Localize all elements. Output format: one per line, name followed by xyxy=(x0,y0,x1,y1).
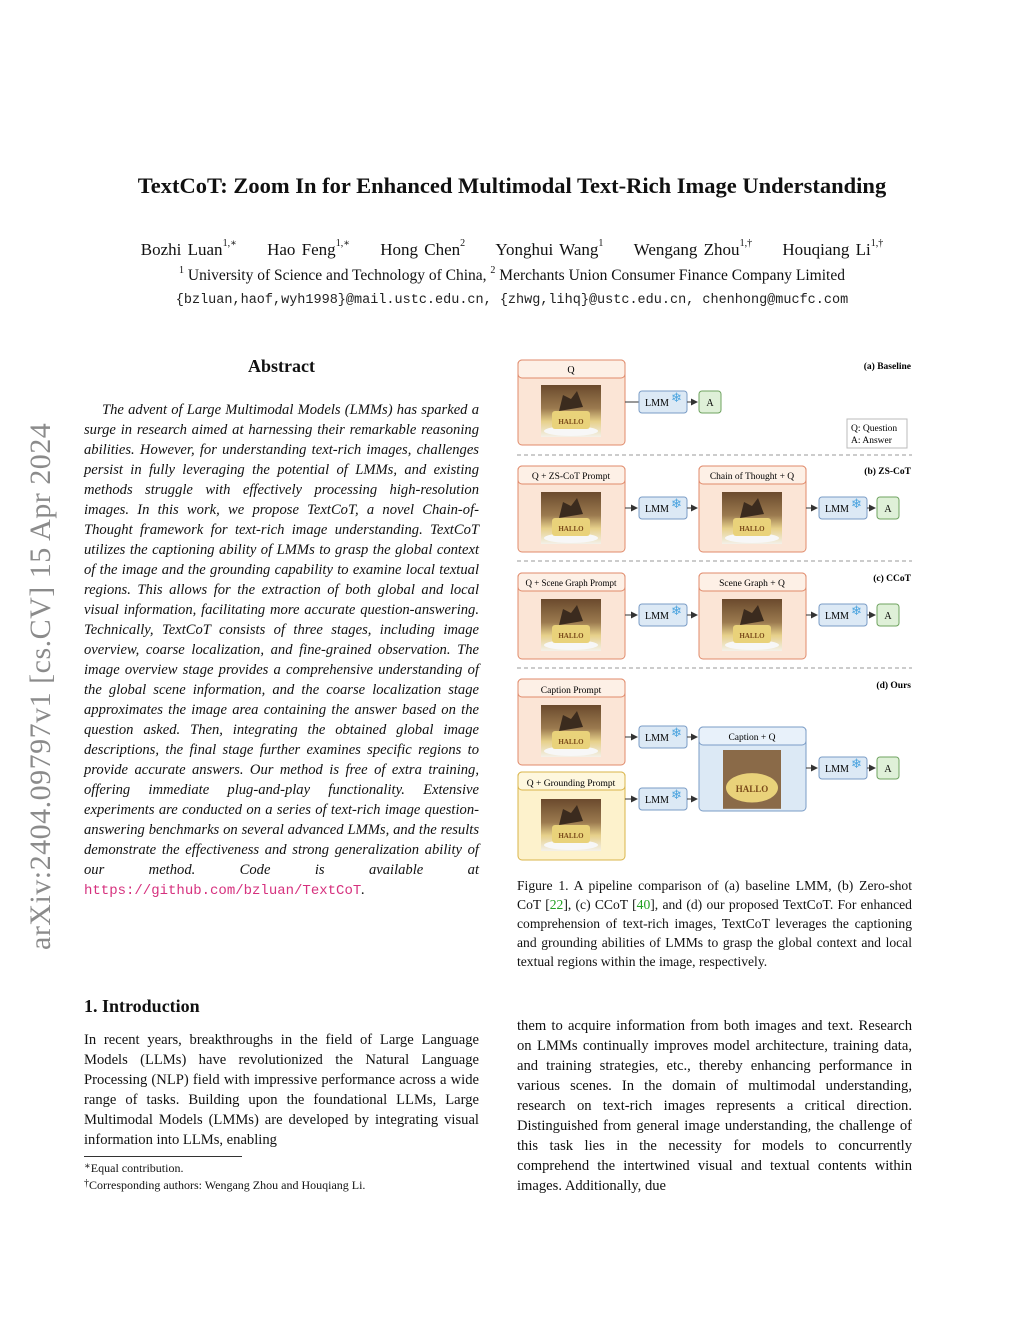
svg-text:LMM: LMM xyxy=(825,764,849,775)
code-link[interactable]: https://github.com/bzluan/TextCoT xyxy=(84,883,362,899)
lmm-label: LMM xyxy=(645,398,669,409)
svg-text:LMM: LMM xyxy=(645,733,669,744)
label-ccot: (c) CCoT xyxy=(873,574,911,584)
intro-paragraph-right: them to acquire information from both images and text. Research on LMMs continually improves model architecture, training data, and training strategies, etc., thereby enhancing performance in various scenes. In the domain of multimodal understanding, research on text-rich images represents a critical direction. Distinguished from general image understanding, the challenge of this task lies in the necessity for models to concurrently comprehend the intertwined visual and textual contents within images. Additionally, due xyxy=(517,1018,912,1194)
footnote-rule xyxy=(84,1156,242,1157)
svg-text:LMM: LMM xyxy=(825,504,849,515)
abstract-body: The advent of Large Multimodal Models (LMMs) has sparked a surge in research aimed at harnessing their remarkable reasoning abilities. However, for understanding text-rich images, challenges persist in fully leveraging the potential of LMMs, and existing methods struggle with effectively processing high-resolution images. In this work, we propose TextCoT, a novel Chain-of-Thought framework for text-rich image understanding. TextCoT utilizes the captioning ability of LMMs to grasp the global context of the image and the grounding capability to examine local textual regions. This allows for the extraction of both global and local visual information, facilitating more accurate question-answering. Technically, TextCoT consists of three stages, including image overview, coarse localization, and fine-grained observation. The image overview stage provides a comprehensive understanding of the global scene information, and the coarse localization stage approximates the image area containing the answer based on the question asked. Then, integrating the obtained global image descriptions, the final stage further examines specific regions to provide accurate answers. Our method is free of extra training, offering immediate plug-and-play functionality. Extensive experiments are conducted on a series of text-rich image question-answering benchmarks on several advanced LMMs, and the results demonstrate the effectiveness and strong generalization ability of our method. Code is available at https://github.com/bzluan/TextCoT. xyxy=(84,402,479,899)
svg-text:LMM: LMM xyxy=(645,795,669,806)
q-zscot-label: Q + ZS-CoT Prompt xyxy=(531,472,611,482)
author: Bozhi Luan$^{1,∗}$ xyxy=(140,238,237,259)
author: Hao Feng$^{1,∗}$ xyxy=(267,238,350,259)
author: Hong Chen$^2$ xyxy=(380,238,466,259)
arxiv-identifier: arXiv:2404.09797v1 [cs.CV] 15 Apr 2024 xyxy=(24,422,57,950)
svg-text:LMM: LMM xyxy=(825,611,849,622)
svg-text:LMM: LMM xyxy=(645,504,669,515)
author: Wengang Zhou$^{1,\dagger}$ xyxy=(633,238,753,259)
q-scene-label: Q + Scene Graph Prompt xyxy=(525,578,617,588)
paper-title: TextCoT: Zoom In for Enhanced Multimodal Text-Rich Image Understanding xyxy=(137,173,887,198)
svg-text:A: A xyxy=(706,398,714,409)
figure-caption: Figure 1. A pipeline comparison of (a) baseline LMM, (b) Zero-shot CoT [22], (c) CCoT [40], and (d) our proposed TextCoT. For enhanced comprehension of text-rich images, TextCoT leverages the captioning and grounding abilities of LMMs to grasp the global context and local textual regions within the image, respectively. xyxy=(517,878,912,969)
intro-paragraph-left: In recent years, breakthroughs in the field of Large Language Models (LLMs) have revolutionized the Natural Language Processing (NLP) field with impressive performance across a wide range of tasks. Building upon the foundational LLMs, Large Multimodal Models (LMMs) are developed by integrating visual information into LLMs, enabling xyxy=(84,1032,479,1148)
citation-link[interactable]: 22 xyxy=(549,897,564,912)
svg-text:A: A xyxy=(884,611,892,622)
label-zscot: (b) ZS-CoT xyxy=(864,467,911,477)
abstract-heading: Abstract xyxy=(248,356,315,376)
chain-of-thought-label: Chain of Thought + Q xyxy=(709,472,795,482)
pipeline-diagram: ❄ (a) Baseline Q LMM A Q: Question A: Answer (b) ZS-CoT Q + ZS-CoT Prompt LMM Chain of Thought + Q LMM A (c) CCoT Q + Scene Graph Prompt LMM Scene Graph + Q LMM A (d) Ours Caption Prompt Q + Grounding Prompt LMM LMM Caption + Q HALLO LMM A xyxy=(517,357,912,862)
footnote-corresponding: †Corresponding authors: Wengang Zhou and Houqiang Li. xyxy=(84,1178,366,1192)
author: Yonghui Wang$^1$ xyxy=(495,238,604,259)
figure-1 xyxy=(517,345,912,862)
svg-text:LMM: LMM xyxy=(645,611,669,622)
affiliations: $^1$ University of Science and Technology of China, $^2$ Merchants Union Consumer Finance Company Limited xyxy=(179,265,845,284)
legend-q: Q: Question xyxy=(851,424,898,434)
scene-graph-label: Scene Graph + Q xyxy=(719,579,785,589)
author-list xyxy=(0,240,1024,260)
legend-a: A: Answer xyxy=(851,436,892,446)
citation-link[interactable]: 40 xyxy=(636,897,651,912)
svg-text:A: A xyxy=(884,504,892,515)
author: Houqiang $Li^{1,\dagger}$ xyxy=(782,238,884,259)
caption-q-label: Caption + Q xyxy=(728,733,776,743)
svg-text:A: A xyxy=(884,764,892,775)
svg-text:HALLO: HALLO xyxy=(735,783,769,795)
label-ours: (d) Ours xyxy=(876,681,911,691)
label-baseline: (a) Baseline xyxy=(863,362,911,372)
grounding-prompt-label: Q + Grounding Prompt xyxy=(526,779,616,789)
author-emails: {bzluan,haof,wyh1998}@mail.ustc.edu.cn, {zhwg,lihq}@ustc.edu.cn, chenhong@mucfc.com xyxy=(175,293,849,308)
footnote-equal-contribution: ∗Equal contribution. xyxy=(84,1161,184,1175)
caption-prompt-label: Caption Prompt xyxy=(540,686,602,696)
q-label: Q xyxy=(567,365,575,376)
section-heading-introduction: 1. Introduction xyxy=(84,996,200,1016)
